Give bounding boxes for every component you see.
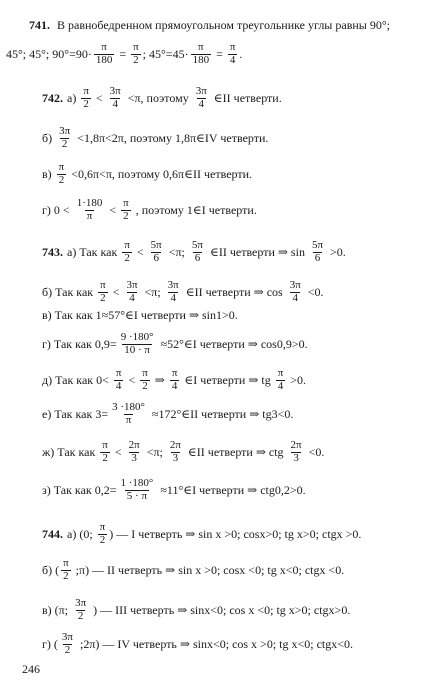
math-text: д) Так как 0<: [42, 372, 112, 387]
fraction: [98, 280, 108, 304]
math-text: <0.: [304, 284, 324, 299]
numerator: 2π: [128, 439, 140, 451]
math-text: ∈II четверти ⇒ ctg: [184, 444, 287, 459]
fraction: [191, 42, 212, 66]
numerator: 5π: [191, 239, 203, 251]
solution-line: [6, 42, 242, 66]
math-text: ∈II четверти ⇒ cos: [182, 284, 286, 299]
solution-line: [29, 18, 390, 33]
denominator: 2: [83, 97, 89, 110]
math-text: в) (π;: [42, 602, 72, 617]
denominator: 2: [102, 451, 108, 464]
numerator: 3π: [59, 125, 71, 137]
denominator: 4: [115, 379, 122, 392]
math-text: з) Так как 0,2=: [42, 482, 117, 497]
math-text: ;π) — II четверть ⇒ sin x >0; cosx <0; tg x<0; ctgx <0.: [72, 562, 345, 577]
math-text: <0.: [305, 444, 325, 459]
math-text: ∈II четверти.: [210, 90, 282, 105]
math-text: .: [239, 46, 243, 61]
numerator: 3π: [61, 631, 73, 643]
denominator: 4: [229, 53, 236, 66]
numerator: 3 ·180°: [112, 401, 145, 413]
numerator: 5π: [150, 239, 162, 251]
math-text: , поэтому 1∈I четверти.: [132, 202, 257, 217]
numerator: 3π: [167, 279, 179, 291]
numerator: 2π: [290, 439, 302, 451]
fraction: [190, 240, 205, 264]
math-text: г) 0 <: [42, 202, 73, 217]
denominator: 4: [129, 291, 135, 304]
fraction: [108, 86, 123, 110]
problem-number: 741.: [29, 18, 50, 32]
numerator: π: [83, 85, 89, 97]
numerator: π: [102, 439, 108, 451]
math-text: ⇒: [151, 372, 168, 387]
denominator: 2: [123, 209, 129, 222]
fraction: [94, 42, 115, 66]
solution-line: [42, 162, 252, 186]
math-text: <: [133, 244, 147, 259]
math-text: ≈52°∈I четверти ⇒ cos0,9>0.: [157, 336, 308, 351]
denominator: 2: [64, 643, 71, 656]
fraction: [149, 240, 164, 264]
math-text: <π;: [143, 444, 166, 459]
denominator: 2: [124, 251, 130, 264]
math-text: в) Так как 1≈57°∈I четверти ⇒ sin1>0.: [42, 308, 238, 322]
numerator: π: [63, 557, 69, 569]
denominator: 2: [99, 533, 106, 546]
fraction: [124, 280, 139, 304]
fraction: [288, 280, 303, 304]
denominator: 2: [142, 379, 148, 392]
solution-line: [42, 632, 353, 656]
solution-line: [42, 402, 293, 426]
numerator: π: [123, 197, 129, 209]
fraction: [119, 478, 156, 502]
numerator: π: [100, 279, 106, 291]
math-text: ;2π) — IV четверть ⇒ sinx<0; cos x >0; tg x<0; ctgx<0.: [76, 636, 354, 651]
fraction: [114, 368, 124, 392]
problem-number: 742.: [42, 90, 63, 105]
fraction: [98, 522, 108, 546]
math-text: <π, поэтому: [124, 90, 192, 105]
math-text: <: [125, 372, 139, 387]
fraction: [57, 162, 67, 186]
problem-number: 744.: [42, 526, 63, 541]
solution-line: [42, 440, 324, 464]
denominator: 2: [63, 569, 69, 582]
math-text: =: [213, 46, 226, 61]
math-text: а) Так как: [67, 244, 121, 259]
math-text: в): [42, 166, 55, 181]
fraction: [140, 368, 150, 392]
denominator: 180: [192, 53, 210, 66]
math-text: <: [92, 90, 106, 105]
math-text: ) — I четверть ⇒ sin x >0; cosx>0; tg x>0; ctgx >0.: [109, 526, 362, 541]
fraction: [131, 42, 141, 66]
denominator: 6: [153, 251, 159, 264]
solution-line: [42, 332, 308, 356]
denominator: 4: [292, 291, 298, 304]
fraction: [81, 86, 91, 110]
math-text: б) Так как: [42, 284, 97, 299]
solution-line: [42, 198, 257, 222]
denominator: 2: [100, 291, 106, 304]
math-text: ≈172°∈II четверти ⇒ tg3<0.: [148, 406, 294, 421]
numerator: π: [133, 41, 139, 53]
numerator: 3π: [126, 279, 138, 291]
math-text: ∈I четверти ⇒ tg: [181, 372, 274, 387]
math-text: <π;: [141, 284, 164, 299]
math-text: г) (: [42, 636, 58, 651]
numerator: π: [101, 41, 107, 53]
denominator: 2: [133, 53, 139, 66]
denominator: 4: [277, 379, 284, 392]
denominator: π: [86, 209, 93, 222]
math-text: ≈11°∈I четверти ⇒ ctg0,2>0.: [157, 482, 306, 497]
numerator: π: [99, 521, 106, 533]
denominator: 3: [172, 451, 179, 464]
denominator: 10 · π: [124, 343, 150, 356]
numerator: π: [124, 239, 130, 251]
solution-line: [42, 86, 282, 110]
problem-number: 743.: [42, 244, 63, 259]
solution-line: [42, 558, 344, 582]
solution-line: [42, 240, 346, 264]
math-text: г) Так как 0,9=: [42, 336, 117, 351]
math-text: >0.: [287, 372, 307, 387]
math-text: 45°; 45°; 90°=90·: [6, 46, 92, 61]
numerator: π: [171, 367, 178, 379]
fraction: [289, 440, 304, 464]
fraction: [166, 280, 181, 304]
denominator: 3: [131, 451, 137, 464]
numerator: 3π: [195, 85, 207, 97]
math-text: а) (0;: [67, 526, 96, 541]
math-text: ; 45°=45·: [142, 46, 189, 61]
denominator: π: [125, 413, 132, 426]
fraction: [276, 368, 286, 392]
numerator: 3π: [109, 85, 121, 97]
denominator: 4: [112, 97, 118, 110]
numerator: π: [198, 41, 204, 53]
math-text: е) Так как 3=: [42, 406, 109, 421]
numerator: π: [229, 41, 236, 53]
fraction: [121, 198, 131, 222]
denominator: 2: [61, 137, 68, 150]
math-text: <: [111, 444, 125, 459]
denominator: 3: [293, 451, 299, 464]
math-text: б) (: [42, 562, 60, 577]
numerator: 5π: [311, 239, 323, 251]
fraction: [170, 368, 180, 392]
fraction: [100, 440, 110, 464]
math-text: В равнобедренном прямоугольном треугольнике углы равны 90°;: [54, 18, 390, 32]
fraction: [119, 332, 156, 356]
denominator: 2: [77, 609, 84, 622]
math-text: =: [116, 46, 130, 61]
solution-line: [42, 522, 361, 546]
denominator: 4: [171, 379, 178, 392]
numerator: 9 ·180°: [120, 331, 154, 343]
numerator: π: [277, 367, 284, 379]
fraction: [228, 42, 238, 66]
fraction: [75, 198, 105, 222]
solution-line: [42, 126, 268, 150]
fraction: [110, 402, 147, 426]
solution-line: [42, 478, 306, 502]
fraction: [194, 86, 209, 110]
math-text: ∈II четверти ⇒ sin: [206, 244, 308, 259]
fraction: [60, 632, 75, 656]
denominator: 2: [58, 173, 65, 186]
page-number: 246: [22, 662, 40, 676]
math-text: ж) Так как: [42, 444, 99, 459]
math-text: <π;: [165, 244, 188, 259]
denominator: 5 · π: [126, 489, 148, 502]
fraction: [168, 440, 183, 464]
denominator: 6: [314, 251, 321, 264]
denominator: 180: [95, 53, 113, 66]
fraction: [57, 126, 72, 150]
solution-line: [42, 368, 306, 392]
numerator: 2π: [169, 439, 181, 451]
numerator: 3π: [289, 279, 301, 291]
denominator: 4: [170, 291, 176, 304]
math-text: а): [67, 90, 80, 105]
math-text: <1,8π<2π, поэтому 1,8π∈IV четверти.: [74, 130, 269, 145]
solution-line: [42, 280, 324, 304]
math-text: <0,6π<π, поэтому 0,6π∈II четверти.: [68, 166, 253, 181]
numerator: 1 ·180°: [120, 477, 154, 489]
numerator: 1·180: [76, 197, 103, 209]
fraction: [61, 558, 71, 582]
math-text: б): [42, 130, 56, 145]
numerator: π: [115, 367, 122, 379]
solution-line: [42, 308, 238, 323]
math-text: <: [106, 202, 120, 217]
numerator: π: [142, 367, 148, 379]
numerator: 3π: [75, 597, 87, 609]
fraction: [310, 240, 325, 264]
fraction: [73, 598, 88, 622]
math-text: >0.: [327, 244, 346, 259]
fraction: [127, 440, 142, 464]
numerator: π: [58, 161, 65, 173]
math-text: <: [109, 284, 123, 299]
fraction: [122, 240, 132, 264]
denominator: 6: [194, 251, 201, 264]
math-text: ) — III четверть ⇒ sinx<0; cos x <0; tg x>0; ctgx>0.: [90, 602, 351, 617]
denominator: 4: [198, 97, 205, 110]
solution-line: [42, 598, 350, 622]
